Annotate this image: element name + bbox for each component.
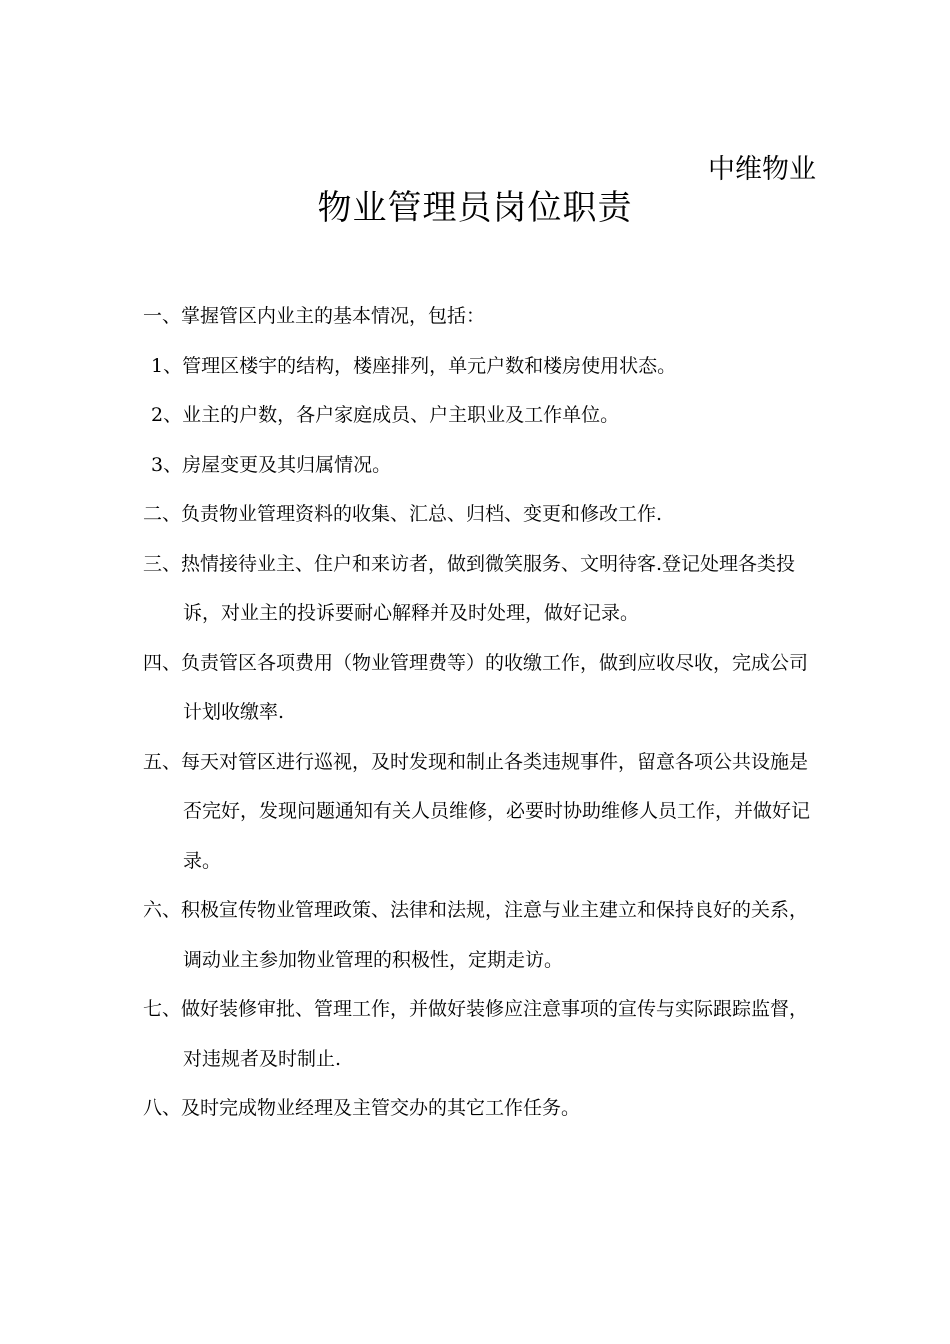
item-text: 负责物业管理资料的收集、汇总、归档、变更和修改工作.	[181, 503, 663, 525]
item-text: 管理区楼宇的结构，楼座排列，单元户数和楼房使用状态。	[182, 354, 677, 377]
item-number: 3、	[151, 453, 183, 476]
duties-list	[143, 292, 820, 1134]
item-text: 掌握管区内业主的基本情况，包括：	[181, 305, 486, 327]
item-text: 做好装修审批、管理工作，并做好装修应注意事项的宣传与实际跟踪监督，对违规者及时制止.	[181, 998, 809, 1070]
item-number: 八、	[143, 1097, 182, 1119]
sub-item-3	[143, 441, 820, 491]
item-number: 六、	[143, 899, 182, 921]
item-text: 房屋变更及其归属情况。	[182, 453, 392, 476]
duty-item-2	[143, 490, 820, 540]
item-text: 负责管区各项费用（物业管理费等）的收缴工作，做到应收尽收，完成公司计划收缴率.	[181, 651, 809, 723]
duty-item-3	[143, 540, 820, 639]
item-text: 业主的户数，各户家庭成员、户主职业及工作单位。	[182, 404, 620, 426]
item-number: 七、	[143, 998, 182, 1020]
item-text: 每天对管区进行巡视，及时发现和制止各类违规事件，留意各项公共设施是否完好，发现问题通知有关人员维修，必要时协助维修人员工作，并做好记录。	[181, 750, 811, 872]
item-text: 及时完成物业经理及主管交办的其它工作任务。	[181, 1097, 581, 1119]
duty-item-6	[143, 886, 820, 985]
item-text: 热情接待业主、住户和来访者，做到微笑服务、文明待客.登记处理各类投诉，对业主的投诉要耐心解释并及时处理，做好记录。	[181, 552, 796, 624]
duty-item-5	[143, 738, 820, 887]
company-name: 中维物业	[708, 154, 816, 185]
item-number: 二、	[143, 503, 182, 525]
item-number: 四、	[143, 651, 182, 674]
item-number: 一、	[143, 305, 182, 327]
item-number: 2、	[151, 404, 183, 426]
item-number: 五、	[143, 750, 182, 773]
duty-item-1	[143, 292, 820, 342]
item-text: 积极宣传物业管理政策、法律和法规，注意与业主建立和保持良好的关系，调动业主参加物业管理的积极性，定期走访。	[181, 899, 809, 971]
item-number: 1、	[151, 354, 183, 377]
item-number: 三、	[143, 552, 182, 575]
duty-item-7	[143, 985, 820, 1084]
sub-item-2	[143, 391, 820, 441]
duty-item-8	[143, 1084, 820, 1134]
sub-item-1	[143, 342, 820, 392]
document-title: 物业管理员岗位职责	[317, 188, 633, 228]
duty-item-4	[143, 639, 820, 738]
